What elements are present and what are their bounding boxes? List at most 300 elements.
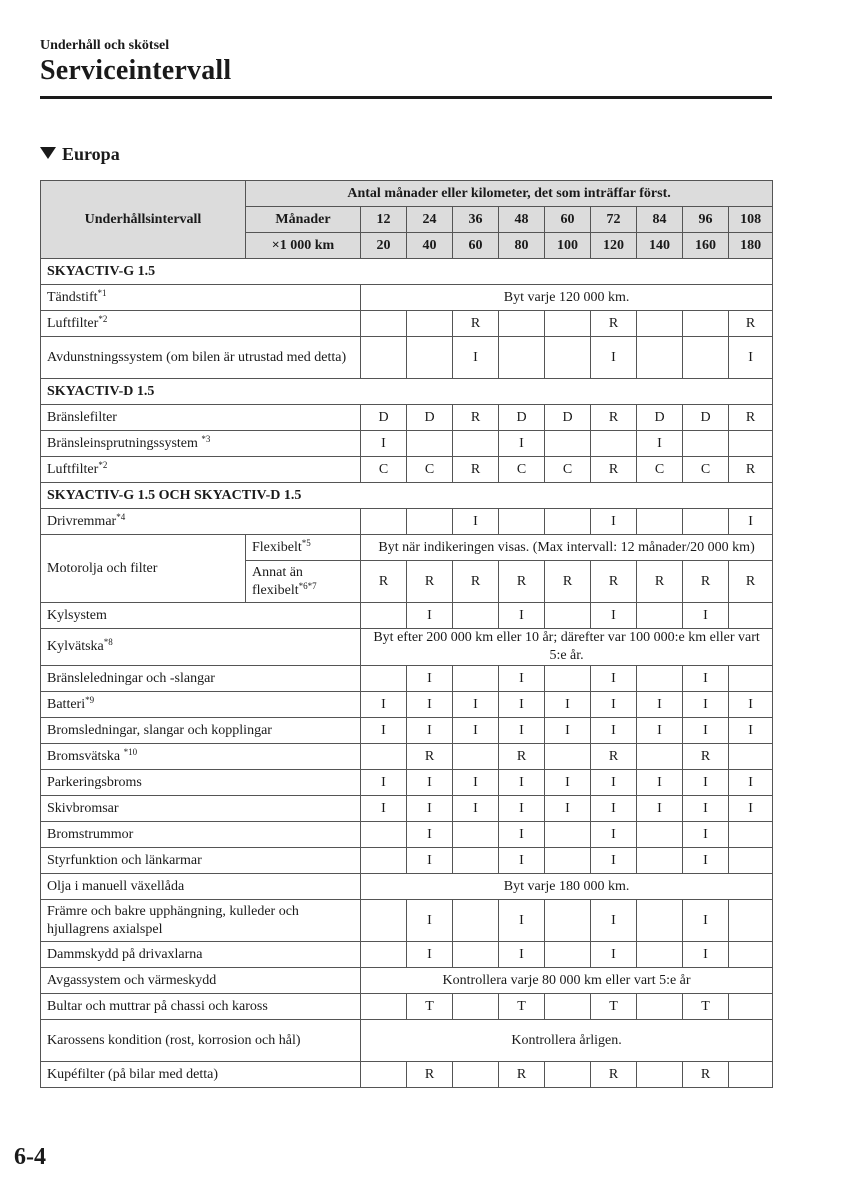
interval-note: Byt varje 180 000 km. — [361, 874, 773, 900]
interval-cell — [637, 666, 683, 692]
months-label: Månader — [246, 207, 361, 233]
interval-cell — [453, 900, 499, 942]
interval-cell: I — [407, 692, 453, 718]
months-header-cell: 108 — [729, 207, 773, 233]
km-label: ×1 000 km — [246, 233, 361, 259]
interval-cell — [361, 603, 407, 629]
section-label: SKYACTIV-G 1.5 OCH SKYACTIV-D 1.5 — [41, 483, 773, 509]
interval-cell: I — [591, 900, 637, 942]
footnote-ref: *2 — [98, 459, 108, 470]
item-name-cell — [41, 311, 361, 337]
interval-cell: I — [683, 666, 729, 692]
item-name-cell — [41, 535, 246, 603]
table-row — [41, 1020, 773, 1062]
interval-cell: I — [591, 603, 637, 629]
interval-cell — [545, 1062, 591, 1088]
table-row — [41, 337, 773, 379]
interval-cell — [545, 848, 591, 874]
section-row — [41, 259, 773, 285]
interval-cell: I — [637, 796, 683, 822]
table-row — [41, 285, 773, 311]
interval-cell: D — [361, 405, 407, 431]
interval-cell: I — [683, 718, 729, 744]
table-row — [41, 457, 773, 483]
interval-cell: R — [499, 744, 545, 770]
item-name: Olja i manuell växellåda — [47, 878, 185, 894]
months-header-cell: 48 — [499, 207, 545, 233]
km-header-cell: 160 — [683, 233, 729, 259]
footnote-ref: *2 — [98, 313, 108, 324]
interval-cell: I — [545, 718, 591, 744]
interval-cell: D — [407, 405, 453, 431]
interval-cell: I — [683, 692, 729, 718]
item-name: Flexibelt — [252, 539, 302, 555]
item-name: Avgassystem och värmeskydd — [47, 972, 217, 988]
footnote-ref: *6*7 — [298, 580, 317, 591]
table-row — [41, 770, 773, 796]
interval-cell: T — [407, 994, 453, 1020]
item-name: Bromstrummor — [47, 826, 134, 842]
item-name-cell — [41, 1020, 361, 1062]
months-header-cell: 24 — [407, 207, 453, 233]
interval-cell: I — [729, 718, 773, 744]
interval-cell: I — [407, 942, 453, 968]
interval-cell: R — [729, 405, 773, 431]
interval-cell: R — [499, 561, 545, 603]
interval-cell: R — [407, 561, 453, 603]
interval-cell: I — [683, 822, 729, 848]
interval-cell — [729, 744, 773, 770]
interval-cell: R — [683, 561, 729, 603]
interval-cell: D — [637, 405, 683, 431]
interval-cell: I — [591, 770, 637, 796]
interval-cell: I — [361, 431, 407, 457]
interval-cell: I — [361, 718, 407, 744]
interval-cell: C — [499, 457, 545, 483]
months-header-cell: 12 — [361, 207, 407, 233]
interval-cell: T — [683, 994, 729, 1020]
interval-cell — [637, 337, 683, 379]
item-name: Bromsledningar, slangar och kopplingar — [47, 722, 272, 738]
interval-cell: D — [499, 405, 545, 431]
interval-cell: I — [407, 796, 453, 822]
interval-cell: I — [591, 942, 637, 968]
section-label: SKYACTIV-G 1.5 — [41, 259, 773, 285]
interval-cell — [637, 822, 683, 848]
interval-cell: I — [499, 822, 545, 848]
page-number: 6-4 — [14, 1144, 46, 1170]
item-name-cell — [41, 718, 361, 744]
interval-cell — [545, 311, 591, 337]
item-name: Kylsystem — [47, 607, 107, 623]
interval-cell — [545, 900, 591, 942]
km-header-cell: 80 — [499, 233, 545, 259]
interval-cell: I — [729, 796, 773, 822]
interval-cell — [453, 848, 499, 874]
interval-cell: I — [499, 848, 545, 874]
interval-note: Byt efter 200 000 km eller 10 år; därefter var 100 000:e km eller vart 5:e år. — [361, 629, 773, 666]
top-header-cell: Antal månader eller kilometer, det som inträffar först. — [246, 181, 773, 207]
interval-cell — [361, 994, 407, 1020]
item-name-cell — [41, 457, 361, 483]
item-name: Batteri — [47, 696, 86, 712]
table-row — [41, 535, 773, 561]
km-header-cell: 120 — [591, 233, 637, 259]
triangle-down-icon — [40, 147, 56, 159]
interval-cell: I — [407, 603, 453, 629]
interval-cell: I — [591, 848, 637, 874]
table-row — [41, 900, 773, 942]
interval-cell: I — [729, 692, 773, 718]
interval-cell: I — [499, 603, 545, 629]
row-header-cell: Underhållsintervall — [41, 181, 246, 259]
interval-cell: I — [683, 942, 729, 968]
item-name-cell — [41, 848, 361, 874]
item-name: Avdunstningssystem (om bilen är utrustad med detta) — [47, 349, 347, 365]
interval-cell: I — [453, 692, 499, 718]
interval-cell — [637, 942, 683, 968]
interval-cell — [453, 822, 499, 848]
interval-cell: I — [591, 509, 637, 535]
interval-cell — [637, 1062, 683, 1088]
item-name: Luftfilter — [47, 461, 99, 477]
interval-cell: I — [591, 337, 637, 379]
interval-cell: R — [591, 561, 637, 603]
item-name: Tändstift — [47, 289, 98, 305]
item-name: Karossens kondition (rost, korrosion och hål) — [47, 1032, 301, 1048]
interval-cell — [361, 337, 407, 379]
interval-cell — [729, 1062, 773, 1088]
item-name: Drivremmar — [47, 513, 117, 529]
interval-cell: I — [361, 770, 407, 796]
table-row — [41, 311, 773, 337]
item-name-cell — [41, 509, 361, 535]
interval-cell: T — [499, 994, 545, 1020]
service-interval-table — [40, 180, 773, 1088]
interval-cell: I — [499, 692, 545, 718]
interval-cell — [407, 509, 453, 535]
months-header-cell: 96 — [683, 207, 729, 233]
interval-cell: C — [683, 457, 729, 483]
section-label: SKYACTIV-D 1.5 — [41, 379, 773, 405]
interval-cell — [545, 666, 591, 692]
interval-cell: I — [407, 900, 453, 942]
interval-cell: I — [407, 718, 453, 744]
item-name-cell — [41, 337, 361, 379]
interval-cell: I — [729, 509, 773, 535]
interval-cell — [683, 431, 729, 457]
interval-cell: I — [591, 718, 637, 744]
interval-cell: R — [729, 561, 773, 603]
interval-cell — [637, 900, 683, 942]
interval-cell: R — [683, 1062, 729, 1088]
interval-cell — [361, 900, 407, 942]
interval-cell — [683, 509, 729, 535]
footnote-ref: *10 — [123, 746, 138, 757]
interval-cell — [729, 848, 773, 874]
interval-cell — [361, 509, 407, 535]
item-name-cell — [41, 874, 361, 900]
interval-cell: R — [407, 1062, 453, 1088]
interval-cell: I — [407, 848, 453, 874]
interval-cell — [361, 666, 407, 692]
interval-cell — [729, 431, 773, 457]
interval-cell: I — [407, 822, 453, 848]
interval-cell — [407, 337, 453, 379]
interval-cell: R — [683, 744, 729, 770]
table-row — [41, 848, 773, 874]
interval-cell: I — [499, 796, 545, 822]
interval-cell — [683, 337, 729, 379]
item-name: Annat än flexibelt — [252, 564, 303, 598]
interval-cell: R — [453, 311, 499, 337]
interval-cell — [729, 942, 773, 968]
interval-cell: R — [453, 457, 499, 483]
item-name: Bränsleinsprutningssystem — [47, 435, 202, 451]
interval-cell: R — [591, 457, 637, 483]
item-name-cell — [41, 405, 361, 431]
km-header-cell: 180 — [729, 233, 773, 259]
interval-cell — [545, 509, 591, 535]
item-name: Parkeringsbroms — [47, 774, 142, 790]
interval-cell — [361, 942, 407, 968]
item-name-cell — [41, 942, 361, 968]
interval-cell — [637, 509, 683, 535]
header-row — [41, 181, 773, 207]
interval-cell — [361, 311, 407, 337]
interval-cell: I — [683, 796, 729, 822]
table-row — [41, 942, 773, 968]
interval-cell: R — [591, 405, 637, 431]
months-header-cell: 72 — [591, 207, 637, 233]
interval-cell: I — [591, 796, 637, 822]
interval-cell — [729, 603, 773, 629]
interval-cell — [637, 744, 683, 770]
interval-cell — [591, 431, 637, 457]
table-row — [41, 796, 773, 822]
table-row — [41, 874, 773, 900]
item-name: Bromsvätska — [47, 748, 124, 764]
table-row — [41, 968, 773, 994]
footnote-ref: *4 — [116, 511, 126, 522]
table-row — [41, 666, 773, 692]
interval-cell: I — [729, 337, 773, 379]
footnote-ref: *9 — [85, 694, 95, 705]
interval-cell — [729, 994, 773, 1020]
interval-cell: C — [407, 457, 453, 483]
km-header-cell: 140 — [637, 233, 683, 259]
footnote-ref: *3 — [201, 433, 211, 444]
section-label: Europa — [62, 144, 120, 164]
table-row — [41, 629, 773, 666]
interval-cell: I — [499, 900, 545, 942]
interval-cell: I — [361, 796, 407, 822]
item-name-cell — [41, 900, 361, 942]
table-row — [41, 994, 773, 1020]
interval-cell: I — [453, 718, 499, 744]
item-name-cell — [41, 770, 361, 796]
interval-cell: R — [637, 561, 683, 603]
interval-cell — [453, 1062, 499, 1088]
interval-cell: I — [499, 666, 545, 692]
item-name: Luftfilter — [47, 315, 99, 331]
interval-cell: R — [591, 311, 637, 337]
chapter-title: Underhåll och skötsel — [40, 38, 170, 53]
interval-cell: R — [407, 744, 453, 770]
item-name-cell — [41, 692, 361, 718]
interval-cell — [729, 822, 773, 848]
item-name: Skivbromsar — [47, 800, 119, 816]
interval-cell — [407, 431, 453, 457]
interval-cell: R — [453, 405, 499, 431]
table-body — [41, 181, 773, 1088]
interval-cell: I — [453, 796, 499, 822]
interval-cell: I — [683, 603, 729, 629]
interval-cell: I — [499, 942, 545, 968]
km-header-cell: 60 — [453, 233, 499, 259]
interval-note: Kontrollera årligen. — [361, 1020, 773, 1062]
km-header-cell: 40 — [407, 233, 453, 259]
interval-cell: R — [361, 561, 407, 603]
interval-cell: C — [361, 457, 407, 483]
interval-cell — [729, 666, 773, 692]
km-header-cell: 100 — [545, 233, 591, 259]
page-title: Serviceintervall — [40, 55, 232, 86]
footnote-ref: *8 — [103, 637, 113, 647]
interval-cell — [545, 431, 591, 457]
interval-cell: I — [407, 666, 453, 692]
item-name-cell — [41, 744, 361, 770]
interval-cell: R — [499, 1062, 545, 1088]
interval-cell — [545, 994, 591, 1020]
interval-cell — [361, 848, 407, 874]
interval-cell: I — [683, 770, 729, 796]
item-name: Styrfunktion och länkarmar — [47, 852, 202, 868]
item-name-cell — [41, 994, 361, 1020]
interval-cell — [545, 603, 591, 629]
item-name-cell — [41, 431, 361, 457]
interval-cell: I — [545, 770, 591, 796]
months-header-cell: 84 — [637, 207, 683, 233]
interval-cell: T — [591, 994, 637, 1020]
interval-cell: D — [683, 405, 729, 431]
interval-cell: I — [407, 770, 453, 796]
interval-cell: I — [683, 900, 729, 942]
interval-cell — [499, 311, 545, 337]
interval-cell: I — [545, 692, 591, 718]
section-row — [41, 483, 773, 509]
interval-cell: D — [545, 405, 591, 431]
months-header-cell: 60 — [545, 207, 591, 233]
interval-cell: I — [637, 431, 683, 457]
interval-cell: I — [361, 692, 407, 718]
interval-cell — [545, 942, 591, 968]
table-row — [41, 405, 773, 431]
interval-cell — [637, 603, 683, 629]
table-row — [41, 1062, 773, 1088]
interval-cell — [499, 337, 545, 379]
km-header-cell: 20 — [361, 233, 407, 259]
table-row — [41, 692, 773, 718]
interval-cell: R — [729, 457, 773, 483]
item-name-cell — [41, 968, 361, 994]
interval-cell: I — [453, 770, 499, 796]
interval-cell — [453, 744, 499, 770]
item-name-cell — [41, 603, 361, 629]
interval-cell: I — [637, 770, 683, 796]
table-row — [41, 431, 773, 457]
interval-cell: C — [545, 457, 591, 483]
months-header-cell: 36 — [453, 207, 499, 233]
item-name: Bultar och muttrar på chassi och kaross — [47, 998, 268, 1014]
item-name-cell — [41, 629, 361, 666]
interval-note: Byt när indikeringen visas. (Max intervall: 12 månader/20 000 km) — [361, 535, 773, 561]
interval-cell — [361, 822, 407, 848]
interval-cell — [545, 337, 591, 379]
interval-cell: I — [591, 666, 637, 692]
interval-cell: I — [591, 692, 637, 718]
interval-cell: I — [453, 337, 499, 379]
interval-cell — [361, 1062, 407, 1088]
interval-cell — [545, 744, 591, 770]
table-row — [41, 744, 773, 770]
interval-cell — [453, 431, 499, 457]
interval-cell — [453, 603, 499, 629]
item-name: Kupéfilter (på bilar med detta) — [47, 1066, 219, 1082]
interval-cell: I — [545, 796, 591, 822]
interval-note: Kontrollera varje 80 000 km eller vart 5:e år — [361, 968, 773, 994]
interval-cell — [361, 744, 407, 770]
interval-cell: I — [729, 770, 773, 796]
item-name: Kylvätska — [47, 639, 104, 654]
interval-cell — [407, 311, 453, 337]
interval-cell: I — [637, 718, 683, 744]
section-row — [41, 379, 773, 405]
interval-cell: R — [591, 1062, 637, 1088]
table-row — [41, 509, 773, 535]
interval-cell — [453, 994, 499, 1020]
interval-cell — [453, 942, 499, 968]
footnote-ref: *5 — [301, 537, 311, 548]
title-rule — [40, 96, 772, 99]
interval-cell: I — [499, 431, 545, 457]
interval-cell — [683, 311, 729, 337]
item-name-cell — [246, 535, 361, 561]
interval-cell — [545, 822, 591, 848]
item-name-cell — [41, 1062, 361, 1088]
item-name-cell — [41, 285, 361, 311]
item-name-cell — [41, 822, 361, 848]
interval-cell: I — [683, 848, 729, 874]
interval-cell: R — [453, 561, 499, 603]
interval-cell: I — [591, 822, 637, 848]
item-name: Dammskydd på drivaxlarna — [47, 946, 203, 962]
interval-cell: I — [499, 770, 545, 796]
item-name: Bränsleledningar och -slangar — [47, 670, 215, 686]
interval-cell: R — [545, 561, 591, 603]
table-row — [41, 718, 773, 744]
interval-cell — [637, 994, 683, 1020]
table-row — [41, 603, 773, 629]
interval-cell: I — [453, 509, 499, 535]
table-row — [41, 822, 773, 848]
interval-cell — [637, 311, 683, 337]
section-heading — [40, 144, 120, 165]
item-name-cell — [41, 796, 361, 822]
item-name-cell — [41, 666, 361, 692]
interval-cell — [499, 509, 545, 535]
item-name-cell — [246, 561, 361, 603]
